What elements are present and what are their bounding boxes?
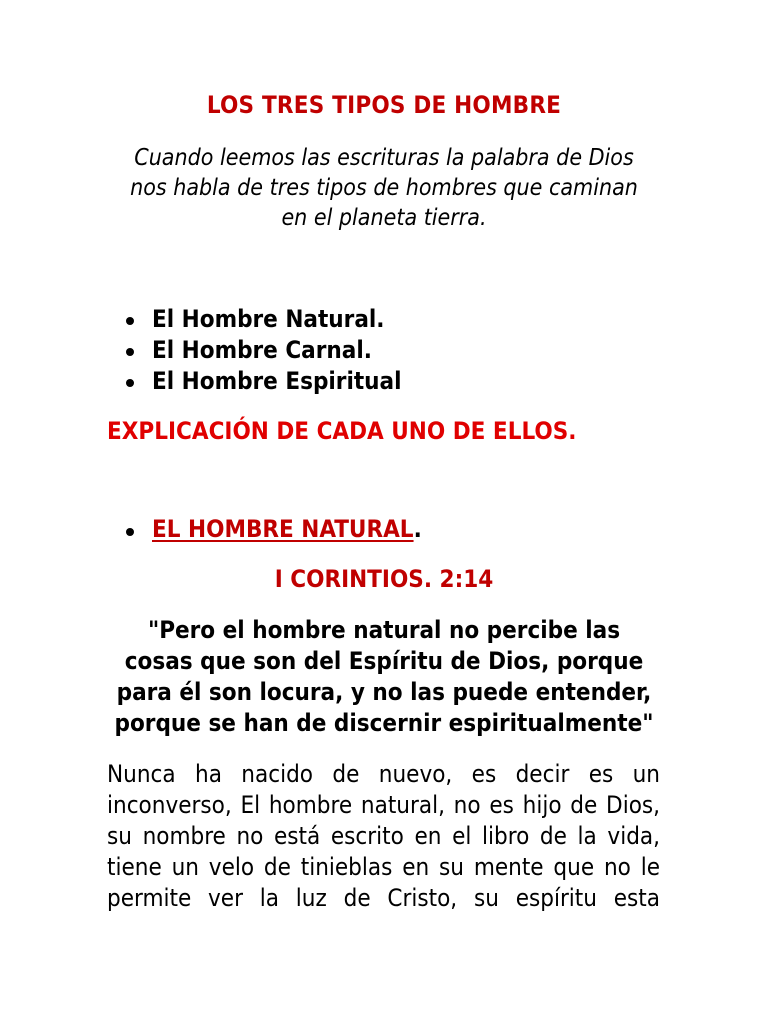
document-title: LOS TRES TIPOS DE HOMBRE: [206, 91, 562, 119]
quote-line: porque se han de discernir espiritualmente": [114, 709, 654, 737]
explanation-heading: EXPLICACIÓN DE CADA UNO DE ELLOS.: [107, 417, 577, 445]
body-line: Nunca ha nacido de nuevo, es decir es un: [107, 760, 660, 788]
man-types-list: [152, 304, 402, 397]
list-item: [152, 335, 402, 366]
body-line: tiene un velo de tinieblas en su mente que no le: [107, 853, 660, 881]
body-line: inconverso, El hombre natural, no es hijo de Dios,: [107, 791, 660, 819]
intro-line: Cuando leemos las escrituras la palabra de Dios: [134, 145, 634, 171]
scripture-quote: [100, 615, 668, 739]
bullet-icon: [126, 317, 134, 325]
section-list-item: [152, 515, 422, 543]
intro-paragraph: [100, 143, 668, 233]
list-item: [152, 366, 402, 397]
body-line: permite ver la luz de Cristo, su espíritu esta: [107, 884, 660, 912]
bullet-icon: [126, 379, 134, 387]
list-item-label: El Hombre Carnal.: [152, 336, 372, 364]
list-item: [152, 304, 402, 335]
list-item-label: El Hombre Natural.: [152, 305, 385, 333]
intro-line: en el planeta tierra.: [281, 205, 487, 231]
list-item-label: El Hombre Espiritual: [152, 367, 402, 395]
bullet-icon: [126, 528, 134, 536]
quote-line: cosas que son del Espíritu de Dios, porque: [124, 647, 644, 675]
body-paragraph: [107, 759, 660, 914]
body-line: su nombre no está escrito en el libro de la vida,: [107, 822, 660, 850]
bible-reference: I CORINTIOS. 2:14: [274, 565, 494, 593]
section-suffix: .: [413, 515, 422, 543]
quote-line: para él son locura, y no las puede entender,: [116, 678, 652, 706]
intro-line: nos habla de tres tipos de hombres que caminan: [130, 175, 638, 201]
natural-man-link[interactable]: EL HOMBRE NATURAL: [152, 515, 414, 543]
bullet-icon: [126, 348, 134, 356]
quote-line: "Pero el hombre natural no percibe las: [147, 616, 621, 644]
